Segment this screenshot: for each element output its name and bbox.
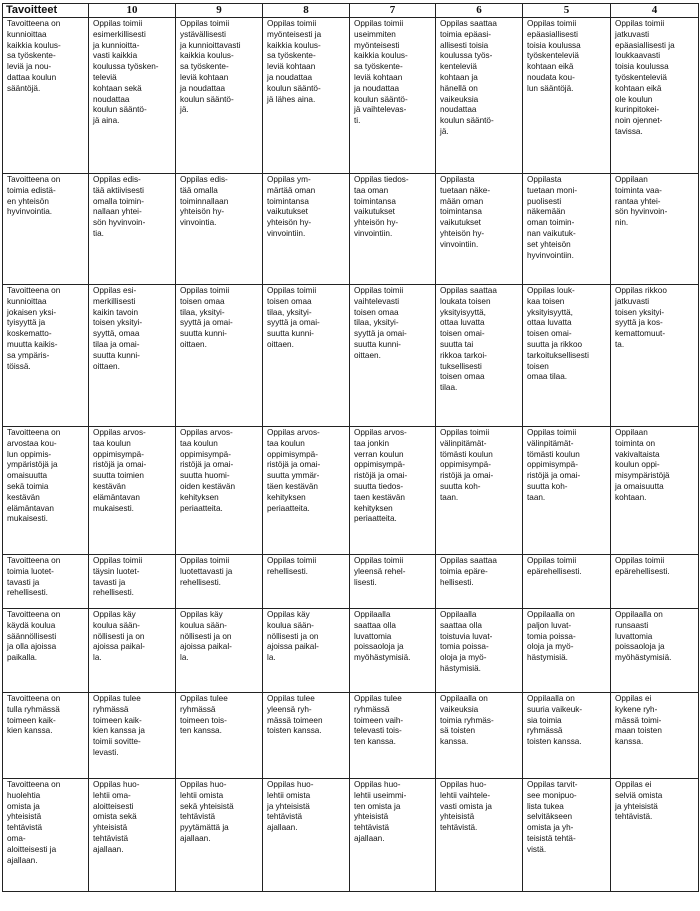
table-cell-grade-7: Oppilas tiedos- taa oman toimintansa vaikutukset yhteisön hy- vinvointiin. <box>350 174 436 285</box>
table-cell-goal: Tavoitteena on huolehtia omista ja yhteisistä tehtävistä oma- aloitteisesti ja ajallaan. <box>3 779 89 892</box>
table-cell-grade-8: Oppilas huo- lehtii omista ja yhteisistä tehtävistä ajallaan. <box>263 779 350 892</box>
table-cell-grade-6: Oppilas saattaa toimia epäre- hellisesti. <box>436 555 523 609</box>
table-cell-grade-6: Oppilaalla saattaa olla toistuvia luvat- tomia poissa- oloja ja myö- hästymisiä. <box>436 609 523 693</box>
table-cell-grade-6: Oppilas huo- lehtii vaihtele- vasti omista ja yhteisistä tehtävistä. <box>436 779 523 892</box>
table-row <box>3 18 699 174</box>
table-cell-grade-6: Oppilaalla on vaikeuksia toimia ryhmäs- sä toisten kanssa. <box>436 693 523 779</box>
table-row <box>3 693 699 779</box>
column-header-grade-6: 6 <box>436 4 523 18</box>
table-row <box>3 285 699 427</box>
column-header-grade-10: 10 <box>89 4 176 18</box>
table-cell-grade-6: Oppilas toimii välinpitämät- tömästi koulun oppimisympä- ristöjä ja omai- suutta koh- taan. <box>436 427 523 555</box>
table-cell-goal: Tavoitteena on kunnioittaa kaikkia koulus- sa työskente- leviä ja nou- dattaa koulun sääntöjä. <box>3 18 89 174</box>
table-cell-goal: Tavoitteena on toimia luotet- tavasti ja rehellisesti. <box>3 555 89 609</box>
table-header-row <box>3 4 699 18</box>
column-header-grade-9: 9 <box>176 4 263 18</box>
table-cell-grade-8: Oppilas tulee yleensä ryh- mässä toimeen toisten kanssa. <box>263 693 350 779</box>
table-cell-grade-6: Oppilas saattaa loukata toisen yksityisyyttä, ottaa luvatta toisen omai- suutta tai rikkoa tarkoi- tuksellisesti toisen omaa tilaa. <box>436 285 523 427</box>
column-header-grade-8: 8 <box>263 4 350 18</box>
table-cell-grade-4: Oppilaan toiminta vaa- rantaa yhtei- sön hyvinvoin- nin. <box>611 174 699 285</box>
table-row <box>3 609 699 693</box>
table-cell-grade-10: Oppilas arvos- taa koulun oppimisympä- ristöjä ja omai- suutta toimien kestävän elämäntavan mukaisesti. <box>89 427 176 555</box>
table-cell-goal: Tavoitteena on käydä koulua säännöllisesti ja olla ajoissa paikalla. <box>3 609 89 693</box>
table-cell-grade-5: Oppilaalla on suuria vaikeuk- sia toimia ryhmässä toisten kanssa. <box>523 693 611 779</box>
table-cell-grade-4: Oppilas toimii jatkuvasti epäasiallisesti ja loukkaavasti toisia koulussa työskenteleviä kohtaan eikä ole koulun kurinpitokei- noin ojennet- tavissa. <box>611 18 699 174</box>
table-cell-grade-4: Oppilas ei kykene ryh- mässä toimi- maan toisten kanssa. <box>611 693 699 779</box>
table-cell-grade-7: Oppilas huo- lehtii useimmi- ten omista ja yhteisistä tehtävistä ajallaan. <box>350 779 436 892</box>
table-cell-grade-4: Oppilas toimii epärehellisesti. <box>611 555 699 609</box>
table-cell-grade-7: Oppilas tulee ryhmässä toimeen vaih- televasti tois- ten kanssa. <box>350 693 436 779</box>
table-cell-grade-5: Oppilas louk- kaa toisen yksityisyyttä, ottaa luvatta toisen omai- suutta ja rikkoo tarkoituksellisesti toisen omaa tilaa. <box>523 285 611 427</box>
table-cell-goal: Tavoitteena on toimia edistä- en yhteisön hyvinvointia. <box>3 174 89 285</box>
table-cell-grade-9: Oppilas edis- tää omalla toiminnallaan yhteisön hy- vinvointia. <box>176 174 263 285</box>
table-cell-grade-6: Oppilas saattaa toimia epäasi- allisesti toisia koulussa työs- kenteleviä kohtaan ja hänellä on vaikeuksia noudattaa koulun sääntö- jä. <box>436 18 523 174</box>
table-cell-grade-6: Oppilasta tuetaan näke- mään oman toimintansa vaikutukset yhteisön hy- vinvointiin. <box>436 174 523 285</box>
evaluation-table <box>2 3 699 892</box>
table-cell-grade-7: Oppilaalla saattaa olla luvattomia poissaoloja ja myöhästymisiä. <box>350 609 436 693</box>
table-cell-grade-8: Oppilas ym- märtää oman toimintansa vaikutukset yhteisön hy- vinvointiin. <box>263 174 350 285</box>
table-cell-grade-9: Oppilas tulee ryhmässä toimeen tois- ten kanssa. <box>176 693 263 779</box>
table-cell-grade-10: Oppilas huo- lehtii oma- aloitteisesti omista sekä yhteisistä tehtävistä ajallaan. <box>89 779 176 892</box>
table-cell-grade-10: Oppilas edis- tää aktiivisesti omalla toimin- nallaan yhtei- sön hyvinvoin- tia. <box>89 174 176 285</box>
table-cell-goal: Tavoitteena on arvostaa kou- lun oppimis- ympäristöjä ja omaisuutta sekä toimia kestävän elämäntavan mukaisesti. <box>3 427 89 555</box>
table-cell-grade-4: Oppilas ei selviä omista ja yhteisistä tehtävistä. <box>611 779 699 892</box>
table-cell-grade-8: Oppilas käy koulua sään- nöllisesti ja on ajoissa paikal- la. <box>263 609 350 693</box>
table-cell-grade-9: Oppilas toimii luotettavasti ja rehellisesti. <box>176 555 263 609</box>
table-cell-grade-8: Oppilas toimii myönteisesti ja kaikkia koulus- sa työskente- leviä kohtaan ja noudattaa koulun sääntö- jä lähes aina. <box>263 18 350 174</box>
table-cell-grade-5: Oppilas toimii epäasiallisesti toisia koulussa työskenteleviä kohtaan eikä noudata kou- lun sääntöjä. <box>523 18 611 174</box>
table-cell-grade-9: Oppilas toimii ystävällisesti ja kunnioittavasti kaikkia koulus- sa työskente- leviä kohtaan ja noudattaa koulun sääntö- jä. <box>176 18 263 174</box>
table-row <box>3 427 699 555</box>
table-cell-grade-7: Oppilas toimii vaihtelevasti toisen omaa tilaa, yksityi- syyttä ja omai- suutta kunni- oittaen. <box>350 285 436 427</box>
table-cell-grade-7: Oppilas toimii yleensä rehel- lisesti. <box>350 555 436 609</box>
table-cell-goal: Tavoitteena on tulla ryhmässä toimeen kaik- kien kanssa. <box>3 693 89 779</box>
table-cell-grade-5: Oppilas toimii epärehellisesti. <box>523 555 611 609</box>
table-cell-grade-10: Oppilas käy koulua sään- nöllisesti ja on ajoissa paikal- la. <box>89 609 176 693</box>
table-cell-grade-4: Oppilaan toiminta on vakivaltaista koulun oppi- misympäristöjä ja omaisuutta kohtaan. <box>611 427 699 555</box>
table-cell-grade-10: Oppilas toimii esimerkillisesti ja kunnioitta- vasti kaikkia koulussa työsken- televiä kohtaan sekä noudattaa koulun sääntö- jä aina. <box>89 18 176 174</box>
table-cell-grade-9: Oppilas toimii toisen omaa tilaa, yksityi- syyttä ja omai- suutta kunni- oittaen. <box>176 285 263 427</box>
table-cell-grade-9: Oppilas arvos- taa koulun oppimisympä- ristöjä ja omai- suutta huomi- oiden kestävän kehityksen periaatteita. <box>176 427 263 555</box>
table-cell-grade-10: Oppilas tulee ryhmässä toimeen kaik- kien kanssa ja toimii sovitte- levasti. <box>89 693 176 779</box>
table-cell-grade-5: Oppilas toimii välinpitämät- tömästi koulun oppimisympä- ristöjä ja omai- suutta koh- taan. <box>523 427 611 555</box>
table-cell-grade-9: Oppilas huo- lehtii omista sekä yhteisistä tehtävistä pyytämättä ja ajallaan. <box>176 779 263 892</box>
table-cell-grade-10: Oppilas toimii täysin luotet- tavasti ja rehellisesti. <box>89 555 176 609</box>
table-cell-grade-10: Oppilas esi- merkillisesti kaikin tavoin toisen yksityi- syyttä, omaa tilaa ja omai- suutta kunni- oittaen. <box>89 285 176 427</box>
column-header-goals: Tavoitteet <box>3 4 89 18</box>
table-cell-grade-4: Oppilaalla on runsaasti luvattomia poissaoloja ja myöhästymisiä. <box>611 609 699 693</box>
table-cell-grade-5: Oppilaalla on paljon luvat- tomia poissa- oloja ja myö- hästymisiä. <box>523 609 611 693</box>
table-cell-grade-5: Oppilas tarvit- see monipuo- lista tukea selvitäkseen omista ja yh- teisistä tehtä- vistä. <box>523 779 611 892</box>
table-cell-grade-7: Oppilas toimii useimmiten myönteisesti kaikkia koulus- sa työskente- leviä kohtaan ja noudattaa koulun sääntö- jä vaihtelevas- ti. <box>350 18 436 174</box>
table-row <box>3 555 699 609</box>
table-row <box>3 174 699 285</box>
table-cell-grade-8: Oppilas toimii toisen omaa tilaa, yksityi- syyttä ja omai- suutta kunni- oittaen. <box>263 285 350 427</box>
column-header-grade-7: 7 <box>350 4 436 18</box>
table-cell-grade-8: Oppilas toimii rehellisesti. <box>263 555 350 609</box>
column-header-grade-5: 5 <box>523 4 611 18</box>
table-cell-grade-9: Oppilas käy koulua sään- nöllisesti ja on ajoissa paikal- la. <box>176 609 263 693</box>
table-cell-grade-5: Oppilasta tuetaan moni- puolisesti näkemään oman toimin- nan vaikutuk- set yhteisön hyvinvointiin. <box>523 174 611 285</box>
table-row <box>3 779 699 892</box>
table-cell-grade-7: Oppilas arvos- taa jonkin verran koulun oppimisympä- ristöjä ja omai- suutta tiedos- taen kestävän kehityksen periaatteita. <box>350 427 436 555</box>
column-header-grade-4: 4 <box>611 4 699 18</box>
table-cell-goal: Tavoitteena on kunnioittaa jokaisen yksi- tyisyyttä ja koskematto- muutta kaikis- sa ympäris- töissä. <box>3 285 89 427</box>
table-cell-grade-4: Oppilas rikkoo jatkuvasti toisen yksityi- syyttä ja kos- kemattomuut- ta. <box>611 285 699 427</box>
table-cell-grade-8: Oppilas arvos- taa koulun oppimisympä- ristöjä ja omai- suutta ymmär- täen kestävän kehityksen periaatteita. <box>263 427 350 555</box>
